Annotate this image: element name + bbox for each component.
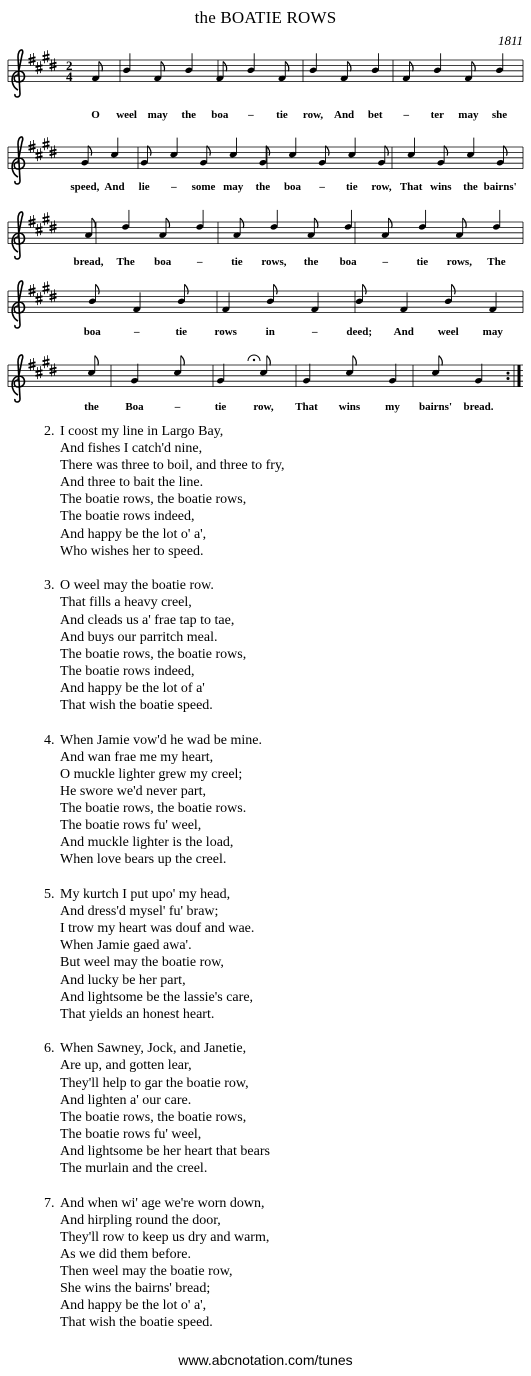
note-flag (223, 61, 227, 71)
sharp-bar (50, 153, 57, 155)
music-system-1 (8, 50, 523, 121)
verse-line (44, 508, 285, 525)
lyric-syllable: rows, (261, 256, 287, 268)
sharp-bar (50, 66, 57, 68)
treble-clef-icon (12, 137, 24, 184)
lyric-syllable: deed; (346, 326, 373, 338)
lyric-syllable: weel (437, 326, 459, 338)
verse-line (44, 440, 285, 457)
verse-line-text: They'll row to keep us dry and warm, (60, 1229, 270, 1245)
verse-line-text: And happy be the lot of a' (60, 680, 205, 696)
lyric-syllable: may (482, 326, 503, 338)
lyric-syllable: – (174, 401, 181, 413)
verse-number: 4. (44, 732, 55, 748)
sharp-icon (29, 53, 36, 66)
lyric-syllable: – (171, 181, 177, 193)
verse-line-text: And happy be the lot o' a', (60, 526, 207, 542)
verse-4 (44, 732, 285, 869)
verse-line (44, 680, 285, 697)
verse-line-text: The boatie rows, the boatie rows. (60, 801, 247, 817)
lyric-syllable: The (116, 256, 135, 268)
verse-line-text: When love bears up the creel. (60, 852, 227, 868)
verse-line (44, 851, 285, 868)
verse-line (44, 543, 285, 560)
verse-line-text: And cleads us a' frae tap to tae, (60, 612, 235, 628)
verse-line-text: And wan frae me my heart, (60, 749, 214, 765)
verse-line-text: I coost my line in Largo Bay, (60, 424, 224, 439)
verse-line (44, 1246, 285, 1263)
verse-line-text: The boatie rows fu' weel, (60, 818, 202, 834)
lyric-syllable: tie (276, 109, 288, 121)
verse-line-text: Who wishes her to speed. (60, 543, 204, 559)
lyric-syllable: bread, (73, 256, 104, 268)
note-flag (96, 284, 100, 294)
verse-line (44, 1092, 285, 1109)
lyric-syllable: speed, (70, 181, 100, 193)
note-flag (472, 61, 476, 71)
verse-number: 3. (44, 578, 55, 594)
lyric-syllable: rows (214, 326, 237, 338)
verse-line (44, 457, 285, 474)
sharp-bar (43, 55, 50, 57)
lyric-syllable: may (147, 109, 168, 121)
verse-line-text: My kurtch I put upo' my head, (60, 887, 231, 903)
verse-line (44, 1006, 285, 1023)
note-flag (181, 356, 185, 366)
lyric-syllable: And (334, 109, 355, 121)
treble-clef-stroke (12, 281, 24, 328)
verse-line (44, 749, 285, 766)
treble-clef-stroke (12, 355, 24, 402)
verse-line (44, 1314, 285, 1331)
sharp-bar (50, 294, 57, 296)
verse-line-text: And three to bait the line. (60, 475, 204, 491)
sharp-icon (29, 215, 36, 228)
verse-number: 6. (44, 1041, 55, 1057)
lyric-syllable: the (181, 109, 197, 121)
sharp-icon (36, 292, 43, 305)
sharp-bar (29, 219, 36, 221)
verse-line-text: That yields an honest heart. (60, 1006, 215, 1022)
sharp-bar (50, 368, 57, 370)
verse-line-text: The boatie rows fu' weel, (60, 1126, 202, 1142)
lyric-syllable: And (104, 181, 125, 193)
note-flag (166, 218, 170, 228)
music-system-2 (8, 137, 523, 193)
verse-line-text: That wish the boatie speed. (60, 1315, 213, 1331)
lyric-syllable: the (303, 256, 319, 268)
verse-line (44, 526, 285, 543)
lyric-syllable: And (393, 326, 414, 338)
verse-line (44, 474, 285, 491)
note-flag (347, 61, 351, 71)
lyric-syllable: may (458, 109, 479, 121)
sharp-bar (29, 288, 36, 290)
verse-line (44, 423, 285, 440)
sharp-icon (43, 137, 50, 150)
time-signature-top: 2 (66, 58, 73, 73)
sharp-bar (50, 371, 57, 373)
note-flag (410, 61, 414, 71)
sharp-bar (43, 217, 50, 219)
note-flag (274, 284, 278, 294)
note-flag (363, 284, 367, 294)
verse-line-text: And lightsome be her heart that bears (60, 1143, 270, 1159)
verse-line-text: The boatie rows, the boatie rows, (60, 646, 247, 662)
verse-line (44, 886, 285, 903)
footer-link[interactable]: www.abcnotation.com/tunes (178, 1352, 353, 1368)
verse-line (44, 1280, 285, 1297)
verse-line (44, 577, 285, 594)
sharp-icon (43, 50, 50, 63)
verse-line (44, 1075, 285, 1092)
lyric-syllable: the (463, 181, 478, 193)
verse-line (44, 663, 285, 680)
verse-line (44, 1297, 285, 1314)
lyric-syllable: tie (416, 256, 429, 268)
verse-number: 2. (44, 424, 55, 439)
verse-line (44, 1263, 285, 1280)
verse-line-text: O muckle lighter grew my creel; (60, 766, 243, 782)
verse-line (44, 1212, 285, 1229)
sharp-bar (50, 297, 57, 299)
verse-line-text: As we did them before. (60, 1247, 192, 1262)
sharp-bar (50, 63, 57, 65)
verse-line-text: The boatie rows, the boatie rows, (60, 492, 247, 508)
verse-line-text: O weel may the boatie row. (60, 578, 214, 594)
verse-line-text: Are up, and gotten lear, (60, 1058, 192, 1074)
lyric-syllable: O (91, 109, 100, 121)
lyric-syllable: weel (116, 109, 137, 121)
lyric-syllable: tie (175, 326, 188, 338)
lyric-syllable: Boa (125, 401, 144, 413)
verse-line (44, 903, 285, 920)
sharp-bar (43, 142, 50, 144)
sharp-icon (36, 61, 43, 74)
sharp-bar (29, 61, 36, 63)
sharp-bar (29, 144, 36, 146)
verse-line (44, 1143, 285, 1160)
verse-line (44, 1057, 285, 1074)
lyric-syllable: That (295, 401, 318, 413)
sharp-icon (36, 148, 43, 161)
verse-2 (44, 423, 285, 560)
sharp-bar (50, 150, 57, 152)
sharp-bar (43, 360, 50, 362)
lyric-syllable: bairns' (483, 181, 517, 193)
note-flag (240, 218, 244, 228)
lyric-syllable: she (491, 109, 508, 121)
verse-line-text: And when wi' age we're worn down, (60, 1195, 265, 1211)
verses-block (44, 423, 285, 1349)
verse-line-text: The murlain and the creel. (60, 1161, 208, 1177)
verse-line-text: And fishes I catch'd nine, (60, 441, 203, 457)
treble-clef-icon (12, 50, 24, 97)
verse-6 (44, 1040, 285, 1177)
verse-line (44, 834, 285, 851)
verse-line-text: The boatie rows indeed, (60, 509, 195, 525)
verse-line (44, 817, 285, 834)
verse-line-text: And dress'd mysel' fu' braw; (60, 904, 219, 920)
sharp-icon (29, 358, 36, 371)
lyric-syllable: bread. (463, 401, 494, 413)
verse-7 (44, 1195, 285, 1332)
lyric-syllable: – (312, 326, 318, 338)
verse-5 (44, 886, 285, 1023)
sharp-bar (29, 362, 36, 364)
sharp-icon (29, 284, 36, 297)
lyric-syllable: – (319, 181, 325, 193)
verse-line (44, 1160, 285, 1177)
music-system-3 (8, 210, 523, 268)
lyric-syllable: may (223, 181, 244, 193)
lyric-syllable: – (382, 256, 388, 268)
verse-line (44, 1040, 285, 1057)
verse-line-text: That wish the boatie speed. (60, 698, 213, 713)
verse-3 (44, 577, 285, 714)
music-system-4 (8, 281, 523, 338)
sharp-bar (29, 223, 36, 225)
sharp-bar (50, 225, 57, 227)
sharp-icon (36, 366, 43, 379)
verse-line-text: And lighten a' our care. (60, 1092, 192, 1108)
lyric-syllable: That (399, 181, 423, 193)
verse-line-text: She wins the bairns' bread; (60, 1281, 211, 1297)
lyric-syllable: my (385, 401, 400, 413)
lyric-syllable: wins (430, 181, 452, 193)
lyric-syllable: tie (231, 256, 243, 268)
note-flag (161, 61, 165, 71)
verse-line (44, 972, 285, 989)
note-flag (353, 356, 357, 366)
lyric-syllable: the (255, 181, 271, 193)
verse-line-text: I trow my heart was douf and wae. (60, 921, 255, 937)
verse-line-text: And lucky be her part, (60, 972, 186, 988)
verse-line (44, 1229, 285, 1246)
lyric-syllable: – (197, 256, 203, 268)
verse-line-text: And happy be the lot o' a', (60, 1298, 207, 1314)
lyric-syllable: some (191, 181, 216, 193)
treble-clef-stroke (12, 50, 24, 97)
note-flag (439, 356, 443, 366)
note-flag (314, 218, 318, 228)
sharp-bar (29, 148, 36, 150)
verse-line-text: The boatie rows, the boatie rows, (60, 1109, 247, 1125)
verse-line (44, 1195, 285, 1212)
time-signature-bottom: 4 (66, 69, 73, 84)
verse-line-text: There was three to boil, and three to fry, (60, 458, 285, 474)
verse-line-text: He swore we'd never part, (60, 783, 206, 799)
verse-line (44, 989, 285, 1006)
verse-line (44, 766, 285, 783)
lyric-syllable: – (134, 326, 140, 338)
note-flag (389, 218, 393, 228)
sharp-icon (43, 281, 50, 294)
verse-line (44, 612, 285, 629)
tune-title: the BOATIE ROWS (194, 8, 337, 27)
verse-line (44, 1126, 285, 1143)
lyric-syllable: – (403, 109, 409, 121)
verse-line-text: And buys our parritch meal. (60, 629, 218, 645)
note-flag (92, 218, 96, 228)
treble-clef-icon (12, 355, 24, 402)
sharp-icon (36, 223, 43, 236)
verse-line (44, 594, 285, 611)
verse-line-text: The boatie rows indeed, (60, 663, 195, 679)
tune-year: 1811 (497, 33, 523, 48)
note-flag (185, 284, 189, 294)
sharp-icon (43, 212, 50, 225)
fermata-dot (253, 359, 255, 361)
lyric-syllable: boa (154, 256, 172, 268)
verse-line (44, 954, 285, 971)
lyric-syllable: tie (214, 401, 227, 413)
note-flag (99, 61, 103, 71)
verse-number: 5. (44, 887, 55, 903)
lyric-syllable: boa (339, 256, 357, 268)
verse-line-text: And muckle lighter is the load, (60, 835, 234, 851)
lyric-syllable: boa (283, 181, 302, 193)
note-flag (267, 356, 271, 366)
treble-clef-stroke (12, 212, 24, 259)
verse-line-text: They'll help to gar the boatie row, (60, 1075, 249, 1091)
note-flag (285, 61, 289, 71)
lyric-syllable: bairns' (418, 401, 453, 413)
verse-line (44, 920, 285, 937)
lyric-syllable: row, (253, 401, 274, 413)
sheet-music-score (0, 0, 531, 418)
sharp-bar (50, 228, 57, 230)
verse-number: 7. (44, 1195, 55, 1211)
lyric-syllable: – (248, 109, 254, 121)
treble-clef-stroke (12, 137, 24, 184)
lyric-syllable: the (84, 401, 99, 413)
verse-line (44, 800, 285, 817)
note-flag (452, 284, 456, 294)
sharp-bar (29, 292, 36, 294)
repeat-dot (507, 377, 510, 380)
music-system-5 (8, 355, 523, 413)
verse-line (44, 732, 285, 749)
verse-line (44, 697, 285, 714)
repeat-dot (507, 372, 510, 375)
lyric-syllable: boa (83, 326, 101, 338)
verse-line (44, 629, 285, 646)
lyric-syllable: rows, (446, 256, 472, 268)
lyric-syllable: bet (367, 109, 383, 121)
sharp-bar (29, 57, 36, 59)
note-flag (463, 218, 467, 228)
verse-line-text: And lightsome be the lassie's care, (60, 989, 254, 1005)
verse-line-text: When Jamie gaed awa'. (60, 938, 192, 954)
treble-clef-icon (12, 281, 24, 328)
lyric-syllable: ter (430, 109, 445, 121)
lyric-syllable: wins (338, 401, 361, 413)
verse-line-text: And hirpling round the door, (60, 1212, 221, 1228)
treble-clef-icon (12, 212, 24, 259)
verse-line-text: That fills a heavy creel, (60, 595, 192, 611)
sharp-icon (43, 355, 50, 368)
lyric-syllable: lie (138, 181, 150, 193)
verse-line-text: But weel may the boatie row, (60, 955, 224, 971)
verse-line-text: Then weel may the boatie row, (60, 1264, 233, 1280)
lyric-syllable: tie (346, 181, 358, 193)
verse-line (44, 937, 285, 954)
sharp-bar (43, 286, 50, 288)
sharp-icon (29, 140, 36, 153)
sharp-bar (29, 366, 36, 368)
verse-line-text: When Jamie vow'd he wad be mine. (60, 732, 262, 748)
note-flag (95, 356, 99, 366)
lyric-syllable: in (265, 326, 275, 338)
lyric-syllable: The (487, 256, 506, 268)
lyric-syllable: row, (371, 181, 392, 193)
verse-line (44, 783, 285, 800)
verse-line-text: When Sawney, Jock, and Janetie, (60, 1041, 247, 1057)
verse-line (44, 1109, 285, 1126)
verse-line (44, 491, 285, 508)
lyric-syllable: row, (302, 109, 324, 121)
lyric-syllable: boa (211, 109, 229, 121)
verse-line (44, 646, 285, 663)
